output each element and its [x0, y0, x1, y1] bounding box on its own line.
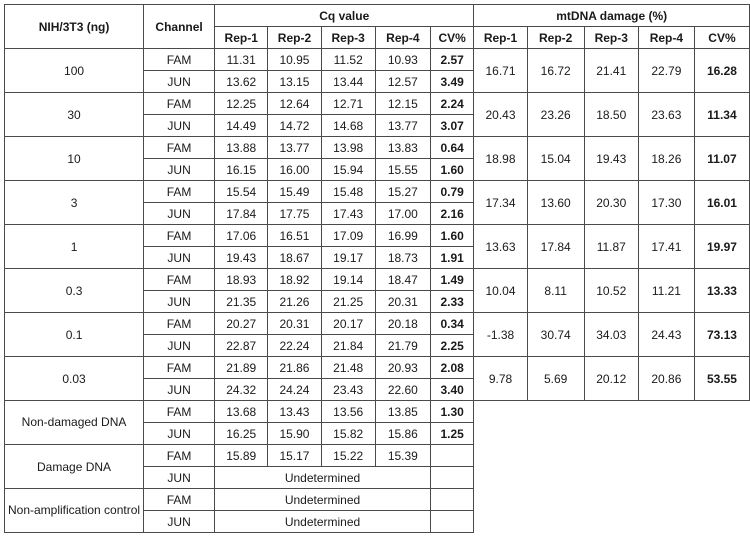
sample-label: 100 — [5, 49, 144, 93]
cq-cv-cell: 3.07 — [430, 115, 473, 137]
cq-rep-4-cell: 15.55 — [375, 159, 430, 181]
cq-rep-2-cell: 14.72 — [268, 115, 321, 137]
damage-rep-2-cell: 16.72 — [527, 49, 584, 93]
damage-rep-3-cell: 19.43 — [584, 137, 638, 181]
cq-rep-3-cell: 11.52 — [321, 49, 375, 71]
empty-area — [474, 401, 750, 445]
cq-rep-4-cell: 10.93 — [375, 49, 430, 71]
damage-rep-4-cell: 11.21 — [638, 269, 694, 313]
cq-rep-1-cell: 11.31 — [215, 49, 268, 71]
cq-rep-4-cell: 13.77 — [375, 115, 430, 137]
damage-rep-4-cell: 22.79 — [638, 49, 694, 93]
damage-cv-cell: 53.55 — [694, 357, 749, 401]
cq-rep-1-cell: 17.06 — [215, 225, 268, 247]
cq-rep-4-cell: 20.93 — [375, 357, 430, 379]
cq-rep-2-cell: 24.24 — [268, 379, 321, 401]
sample-label: Non-amplification control — [5, 489, 144, 533]
cq-rep-3-cell: 15.94 — [321, 159, 375, 181]
channel-cell: FAM — [144, 489, 215, 511]
cq-cv-cell: 2.08 — [430, 357, 473, 379]
cq-rep-2-cell: 16.00 — [268, 159, 321, 181]
cq-rep-3-cell: 15.82 — [321, 423, 375, 445]
cq-rep-1-cell: 13.88 — [215, 137, 268, 159]
cq-rep-1-cell: 16.15 — [215, 159, 268, 181]
cq-rep-4-cell: 13.83 — [375, 137, 430, 159]
damage-rep-1-cell: 9.78 — [474, 357, 527, 401]
header-mt-cv: CV% — [694, 27, 749, 49]
channel-cell: JUN — [144, 71, 215, 93]
cq-rep-1-cell: 12.25 — [215, 93, 268, 115]
header-channel: Channel — [144, 5, 215, 49]
damage-rep-1-cell: 17.34 — [474, 181, 527, 225]
cq-cv-cell: 0.79 — [430, 181, 473, 203]
cq-rep-3-cell: 23.43 — [321, 379, 375, 401]
cq-rep-3-cell: 21.25 — [321, 291, 375, 313]
cq-rep-3-cell: 20.17 — [321, 313, 375, 335]
table-row — [5, 357, 750, 379]
channel-cell: FAM — [144, 225, 215, 247]
header-sample: NIH/3T3 (ng) — [5, 5, 144, 49]
cq-rep-4-cell: 15.27 — [375, 181, 430, 203]
cq-rep-3-cell: 17.09 — [321, 225, 375, 247]
undetermined-cell: Undetermined — [215, 467, 431, 489]
channel-cell: FAM — [144, 357, 215, 379]
cq-rep-4-cell: 15.39 — [375, 445, 430, 467]
channel-cell: JUN — [144, 467, 215, 489]
cq-rep-2-cell: 10.95 — [268, 49, 321, 71]
table-row — [5, 489, 750, 511]
cq-cv-cell: 0.64 — [430, 137, 473, 159]
sample-label: 0.3 — [5, 269, 144, 313]
cq-rep-1-cell: 20.27 — [215, 313, 268, 335]
damage-cv-cell: 19.97 — [694, 225, 749, 269]
header-cq-rep-4: Rep-4 — [375, 27, 430, 49]
table-row — [5, 137, 750, 159]
cq-cv-cell: 1.60 — [430, 225, 473, 247]
damage-rep-4-cell: 17.30 — [638, 181, 694, 225]
cq-rep-3-cell: 13.56 — [321, 401, 375, 423]
damage-rep-1-cell: -1.38 — [474, 313, 527, 357]
cq-rep-2-cell: 15.90 — [268, 423, 321, 445]
cq-rep-1-cell: 21.89 — [215, 357, 268, 379]
cq-rep-3-cell: 14.68 — [321, 115, 375, 137]
damage-rep-4-cell: 18.26 — [638, 137, 694, 181]
channel-cell: JUN — [144, 247, 215, 269]
damage-rep-2-cell: 23.26 — [527, 93, 584, 137]
cq-rep-1-cell: 21.35 — [215, 291, 268, 313]
sample-label: Damage DNA — [5, 445, 144, 489]
cq-rep-4-cell: 12.57 — [375, 71, 430, 93]
channel-cell: JUN — [144, 379, 215, 401]
damage-rep-2-cell: 30.74 — [527, 313, 584, 357]
damage-rep-3-cell: 20.12 — [584, 357, 638, 401]
cq-rep-2-cell: 18.67 — [268, 247, 321, 269]
table-row — [5, 269, 750, 291]
cq-rep-3-cell: 17.43 — [321, 203, 375, 225]
cq-rep-3-cell: 21.84 — [321, 335, 375, 357]
channel-cell: JUN — [144, 159, 215, 181]
header-cq-rep-1: Rep-1 — [215, 27, 268, 49]
damage-rep-2-cell: 5.69 — [527, 357, 584, 401]
channel-cell: FAM — [144, 137, 215, 159]
channel-cell: JUN — [144, 291, 215, 313]
cq-rep-1-cell: 15.54 — [215, 181, 268, 203]
channel-cell: FAM — [144, 49, 215, 71]
cq-rep-3-cell: 19.14 — [321, 269, 375, 291]
header-cq-value: Cq value — [215, 5, 474, 27]
channel-cell: JUN — [144, 423, 215, 445]
cq-rep-2-cell: 20.31 — [268, 313, 321, 335]
cq-rep-1-cell: 18.93 — [215, 269, 268, 291]
cq-rep-2-cell: 18.92 — [268, 269, 321, 291]
table-row — [5, 313, 750, 335]
damage-rep-1-cell: 16.71 — [474, 49, 527, 93]
header-mt-rep-1: Rep-1 — [474, 27, 527, 49]
header-cq-rep-3: Rep-3 — [321, 27, 375, 49]
cq-rep-4-cell: 17.00 — [375, 203, 430, 225]
cq-rep-1-cell: 19.43 — [215, 247, 268, 269]
undetermined-cell: Undetermined — [215, 489, 431, 511]
damage-rep-4-cell: 20.86 — [638, 357, 694, 401]
damage-cv-cell: 16.28 — [694, 49, 749, 93]
cq-rep-1-cell: 15.89 — [215, 445, 268, 467]
header-mt-rep-2: Rep-2 — [527, 27, 584, 49]
cq-rep-4-cell: 12.15 — [375, 93, 430, 115]
cq-rep-3-cell: 12.71 — [321, 93, 375, 115]
cq-rep-1-cell: 17.84 — [215, 203, 268, 225]
damage-rep-2-cell: 17.84 — [527, 225, 584, 269]
cq-rep-3-cell: 21.48 — [321, 357, 375, 379]
damage-rep-3-cell: 11.87 — [584, 225, 638, 269]
damage-rep-2-cell: 15.04 — [527, 137, 584, 181]
header-cq-cv: CV% — [430, 27, 473, 49]
table-row — [5, 93, 750, 115]
sample-label: 10 — [5, 137, 144, 181]
damage-rep-3-cell: 34.03 — [584, 313, 638, 357]
channel-cell: FAM — [144, 269, 215, 291]
cq-rep-3-cell: 15.22 — [321, 445, 375, 467]
cq-rep-4-cell: 18.73 — [375, 247, 430, 269]
table-row — [5, 401, 750, 423]
cq-cv-cell: 2.24 — [430, 93, 473, 115]
damage-rep-2-cell: 13.60 — [527, 181, 584, 225]
header-cq-rep-2: Rep-2 — [268, 27, 321, 49]
channel-cell: FAM — [144, 313, 215, 335]
cq-rep-1-cell: 22.87 — [215, 335, 268, 357]
channel-cell: JUN — [144, 203, 215, 225]
cq-cv-cell-empty — [430, 445, 473, 467]
header-mtdna-damage: mtDNA damage (%) — [474, 5, 750, 27]
channel-cell: FAM — [144, 401, 215, 423]
sample-label: 0.03 — [5, 357, 144, 401]
cq-rep-4-cell: 20.18 — [375, 313, 430, 335]
cq-rep-2-cell: 17.75 — [268, 203, 321, 225]
sample-label: 3 — [5, 181, 144, 225]
damage-rep-3-cell: 10.52 — [584, 269, 638, 313]
damage-rep-3-cell: 18.50 — [584, 93, 638, 137]
table-row — [5, 49, 750, 71]
cq-rep-2-cell: 21.86 — [268, 357, 321, 379]
cq-rep-1-cell: 13.62 — [215, 71, 268, 93]
cq-cv-cell-empty — [430, 467, 473, 489]
cq-rep-2-cell: 13.15 — [268, 71, 321, 93]
empty-area — [474, 445, 750, 489]
cq-rep-2-cell: 12.64 — [268, 93, 321, 115]
header-mt-rep-4: Rep-4 — [638, 27, 694, 49]
damage-cv-cell: 16.01 — [694, 181, 749, 225]
damage-cv-cell: 11.07 — [694, 137, 749, 181]
cq-cv-cell: 2.57 — [430, 49, 473, 71]
damage-rep-1-cell: 20.43 — [474, 93, 527, 137]
channel-cell: JUN — [144, 115, 215, 137]
cq-rep-3-cell: 13.44 — [321, 71, 375, 93]
cq-rep-1-cell: 14.49 — [215, 115, 268, 137]
cq-rep-3-cell: 13.98 — [321, 137, 375, 159]
cq-rep-2-cell: 15.49 — [268, 181, 321, 203]
cq-rep-4-cell: 15.86 — [375, 423, 430, 445]
cq-rep-1-cell: 16.25 — [215, 423, 268, 445]
cq-rep-2-cell: 22.24 — [268, 335, 321, 357]
damage-rep-3-cell: 21.41 — [584, 49, 638, 93]
sample-label: 30 — [5, 93, 144, 137]
damage-rep-4-cell: 23.63 — [638, 93, 694, 137]
cq-cv-cell: 1.25 — [430, 423, 473, 445]
cq-rep-4-cell: 16.99 — [375, 225, 430, 247]
cq-cv-cell: 1.30 — [430, 401, 473, 423]
cq-rep-2-cell: 15.17 — [268, 445, 321, 467]
channel-cell: JUN — [144, 511, 215, 533]
cq-cv-cell: 0.34 — [430, 313, 473, 335]
damage-cv-cell: 11.34 — [694, 93, 749, 137]
table-row — [5, 181, 750, 203]
header-row-groups — [5, 5, 750, 27]
results-table — [4, 4, 750, 533]
cq-rep-4-cell: 13.85 — [375, 401, 430, 423]
damage-cv-cell: 13.33 — [694, 269, 749, 313]
cq-cv-cell: 1.49 — [430, 269, 473, 291]
cq-rep-2-cell: 16.51 — [268, 225, 321, 247]
sample-label: 0.1 — [5, 313, 144, 357]
sample-label: 1 — [5, 225, 144, 269]
table-body — [5, 49, 750, 533]
undetermined-cell: Undetermined — [215, 511, 431, 533]
channel-cell: FAM — [144, 445, 215, 467]
damage-rep-1-cell: 10.04 — [474, 269, 527, 313]
cq-rep-1-cell: 13.68 — [215, 401, 268, 423]
cq-rep-1-cell: 24.32 — [215, 379, 268, 401]
cq-rep-2-cell: 13.77 — [268, 137, 321, 159]
cq-cv-cell-empty — [430, 511, 473, 533]
header-mt-rep-3: Rep-3 — [584, 27, 638, 49]
table-row — [5, 225, 750, 247]
damage-rep-1-cell: 18.98 — [474, 137, 527, 181]
damage-rep-3-cell: 20.30 — [584, 181, 638, 225]
damage-rep-1-cell: 13.63 — [474, 225, 527, 269]
cq-rep-2-cell: 21.26 — [268, 291, 321, 313]
cq-cv-cell: 2.16 — [430, 203, 473, 225]
channel-cell: FAM — [144, 181, 215, 203]
empty-area — [474, 489, 750, 533]
table-row — [5, 445, 750, 467]
damage-rep-2-cell: 8.11 — [527, 269, 584, 313]
damage-rep-4-cell: 24.43 — [638, 313, 694, 357]
cq-rep-2-cell: 13.43 — [268, 401, 321, 423]
cq-cv-cell: 1.60 — [430, 159, 473, 181]
cq-cv-cell: 1.91 — [430, 247, 473, 269]
channel-cell: JUN — [144, 335, 215, 357]
cq-rep-4-cell: 22.60 — [375, 379, 430, 401]
channel-cell: FAM — [144, 93, 215, 115]
cq-rep-3-cell: 15.48 — [321, 181, 375, 203]
cq-rep-3-cell: 19.17 — [321, 247, 375, 269]
cq-cv-cell: 2.25 — [430, 335, 473, 357]
damage-cv-cell: 73.13 — [694, 313, 749, 357]
cq-cv-cell: 3.49 — [430, 71, 473, 93]
cq-cv-cell: 2.33 — [430, 291, 473, 313]
cq-rep-4-cell: 21.79 — [375, 335, 430, 357]
sample-label: Non-damaged DNA — [5, 401, 144, 445]
damage-rep-4-cell: 17.41 — [638, 225, 694, 269]
cq-rep-4-cell: 18.47 — [375, 269, 430, 291]
cq-cv-cell: 3.40 — [430, 379, 473, 401]
cq-cv-cell-empty — [430, 489, 473, 511]
cq-rep-4-cell: 20.31 — [375, 291, 430, 313]
